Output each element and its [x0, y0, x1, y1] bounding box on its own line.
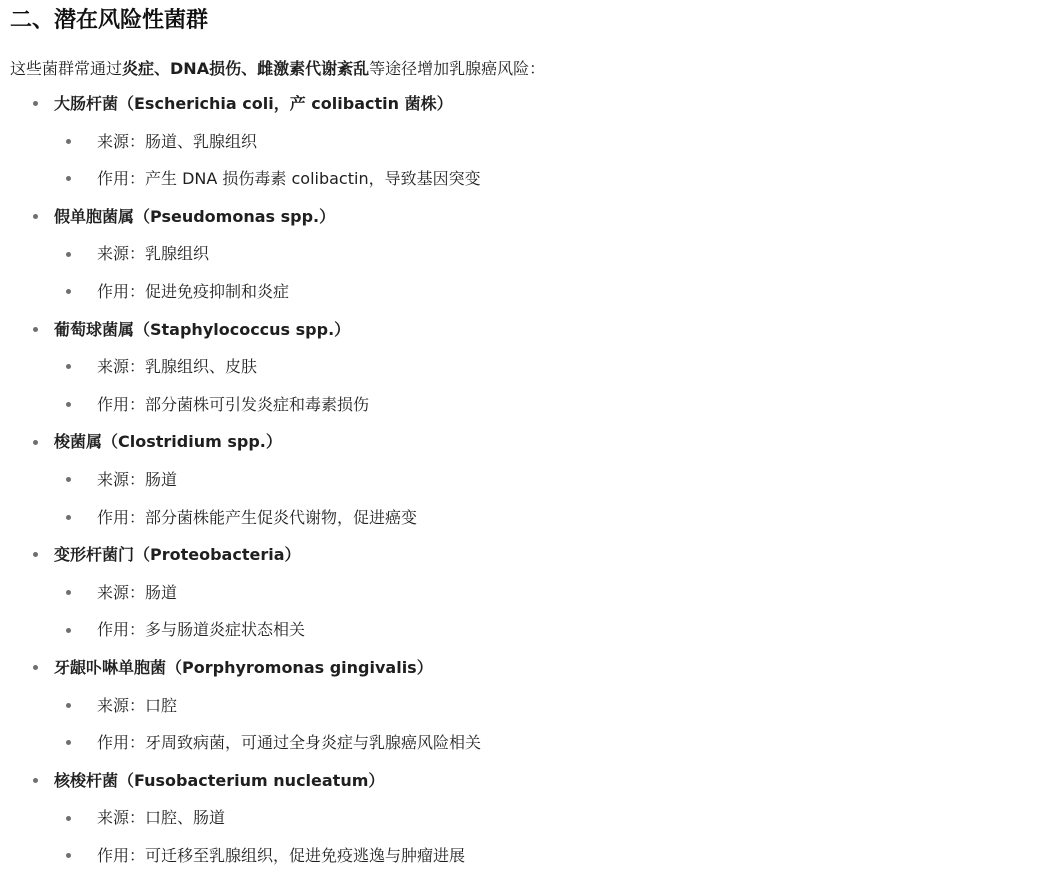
detail-source-text: 来源：口腔、肠道	[97, 808, 226, 828]
group-title-text: 变形杆菌门（Proteobacteria）	[54, 545, 301, 565]
bullet-dot-icon	[66, 252, 71, 257]
bullet-dot-icon	[66, 477, 71, 482]
detail-source-text: 来源：乳腺组织	[97, 244, 210, 264]
detail-source	[10, 687, 1044, 725]
intro-suffix: 等途径增加乳腺癌风险：	[369, 59, 546, 78]
bacteria-group-staphylococcus	[10, 311, 1044, 424]
bacteria-group-pseudomonas	[10, 198, 1044, 311]
bullet-dot-icon	[66, 289, 71, 294]
group-title-text: 假单胞菌属（Pseudomonas spp.）	[54, 206, 336, 226]
group-title-text: 核梭杆菌（Fusobacterium nucleatum）	[54, 770, 385, 790]
bullet-dot-icon	[33, 778, 38, 783]
bullet-dot-icon	[66, 139, 71, 144]
section-heading: 二、潜在风险性菌群	[10, 8, 209, 33]
group-title	[10, 198, 1044, 236]
detail-effect-text: 作用：产生 DNA 损伤毒素 colibactin，导致基因突变	[97, 169, 481, 189]
bullet-dot-icon	[66, 853, 71, 858]
detail-source	[10, 123, 1044, 161]
group-details	[10, 348, 1044, 423]
detail-source-text: 来源：肠道	[97, 582, 178, 602]
detail-effect	[10, 724, 1044, 762]
bullet-dot-icon	[33, 327, 38, 332]
bullet-dot-icon	[66, 590, 71, 595]
detail-effect-text: 作用：可迁移至乳腺组织，促进免疫逃逸与肿瘤进展	[97, 845, 466, 865]
bullet-dot-icon	[33, 665, 38, 670]
group-title	[10, 85, 1044, 123]
detail-effect-text: 作用：部分菌株可引发炎症和毒素损伤	[97, 394, 370, 414]
detail-source	[10, 348, 1044, 386]
bullet-dot-icon	[66, 703, 71, 708]
detail-source-text: 来源：肠道、乳腺组织	[97, 131, 258, 151]
group-title-text: 大肠杆菌（Escherichia coli，产 colibactin 菌株）	[54, 94, 453, 113]
group-title	[10, 311, 1044, 349]
detail-effect-text: 作用：部分菌株能产生促炎代谢物，促进癌变	[97, 507, 418, 527]
detail-source-text: 来源：口腔	[97, 695, 178, 715]
group-details	[10, 235, 1044, 310]
group-title-text: 牙龈卟啉单胞菌（Porphyromonas gingivalis）	[54, 657, 433, 677]
bullet-dot-icon	[66, 740, 71, 745]
bacteria-group-fusobacterium	[10, 762, 1044, 875]
group-details	[10, 461, 1044, 536]
detail-source	[10, 574, 1044, 612]
group-details	[10, 799, 1044, 874]
detail-source	[10, 461, 1044, 499]
bullet-dot-icon	[33, 101, 38, 106]
detail-effect	[10, 160, 1044, 198]
detail-effect-text: 作用：促进免疫抑制和炎症	[97, 281, 290, 301]
bullet-dot-icon	[66, 515, 71, 520]
bullet-dot-icon	[33, 214, 38, 219]
detail-effect-text: 作用：牙周致病菌，可通过全身炎症与乳腺癌风险相关	[97, 733, 482, 753]
bullet-dot-icon	[33, 440, 38, 445]
bullet-dot-icon	[66, 628, 71, 633]
intro-paragraph	[10, 57, 1044, 81]
detail-source	[10, 235, 1044, 273]
group-title	[10, 536, 1044, 574]
bullet-dot-icon	[33, 552, 38, 557]
bullet-dot-icon	[66, 816, 71, 821]
detail-effect	[10, 273, 1044, 311]
detail-source-text: 来源：乳腺组织、皮肤	[97, 357, 258, 377]
detail-effect	[10, 837, 1044, 875]
bullet-dot-icon	[66, 364, 71, 369]
group-title-text: 梭菌属（Clostridium spp.）	[54, 432, 282, 452]
detail-effect-text: 作用：多与肠道炎症状态相关	[97, 620, 306, 640]
group-details	[10, 687, 1044, 762]
intro-emphasis: 炎症、DNA损伤、雌激素代谢紊乱	[122, 59, 370, 78]
bacteria-group-proteobacteria	[10, 536, 1044, 649]
bullet-dot-icon	[66, 176, 71, 181]
detail-effect	[10, 611, 1044, 649]
group-details	[10, 123, 1044, 198]
intro-prefix: 这些菌群常通过	[10, 59, 123, 78]
detail-effect	[10, 499, 1044, 537]
detail-source-text: 来源：肠道	[97, 469, 178, 489]
detail-effect	[10, 386, 1044, 424]
bacteria-group-clostridium	[10, 423, 1044, 536]
bacteria-list	[10, 85, 1044, 874]
group-title	[10, 649, 1044, 687]
bacteria-group-porphyromonas	[10, 649, 1044, 762]
group-title-text: 葡萄球菌属（Staphylococcus spp.）	[54, 319, 351, 339]
group-details	[10, 574, 1044, 649]
group-title	[10, 423, 1044, 461]
bullet-dot-icon	[66, 402, 71, 407]
bacteria-group-e-coli	[10, 85, 1044, 198]
detail-source	[10, 799, 1044, 837]
group-title	[10, 762, 1044, 800]
